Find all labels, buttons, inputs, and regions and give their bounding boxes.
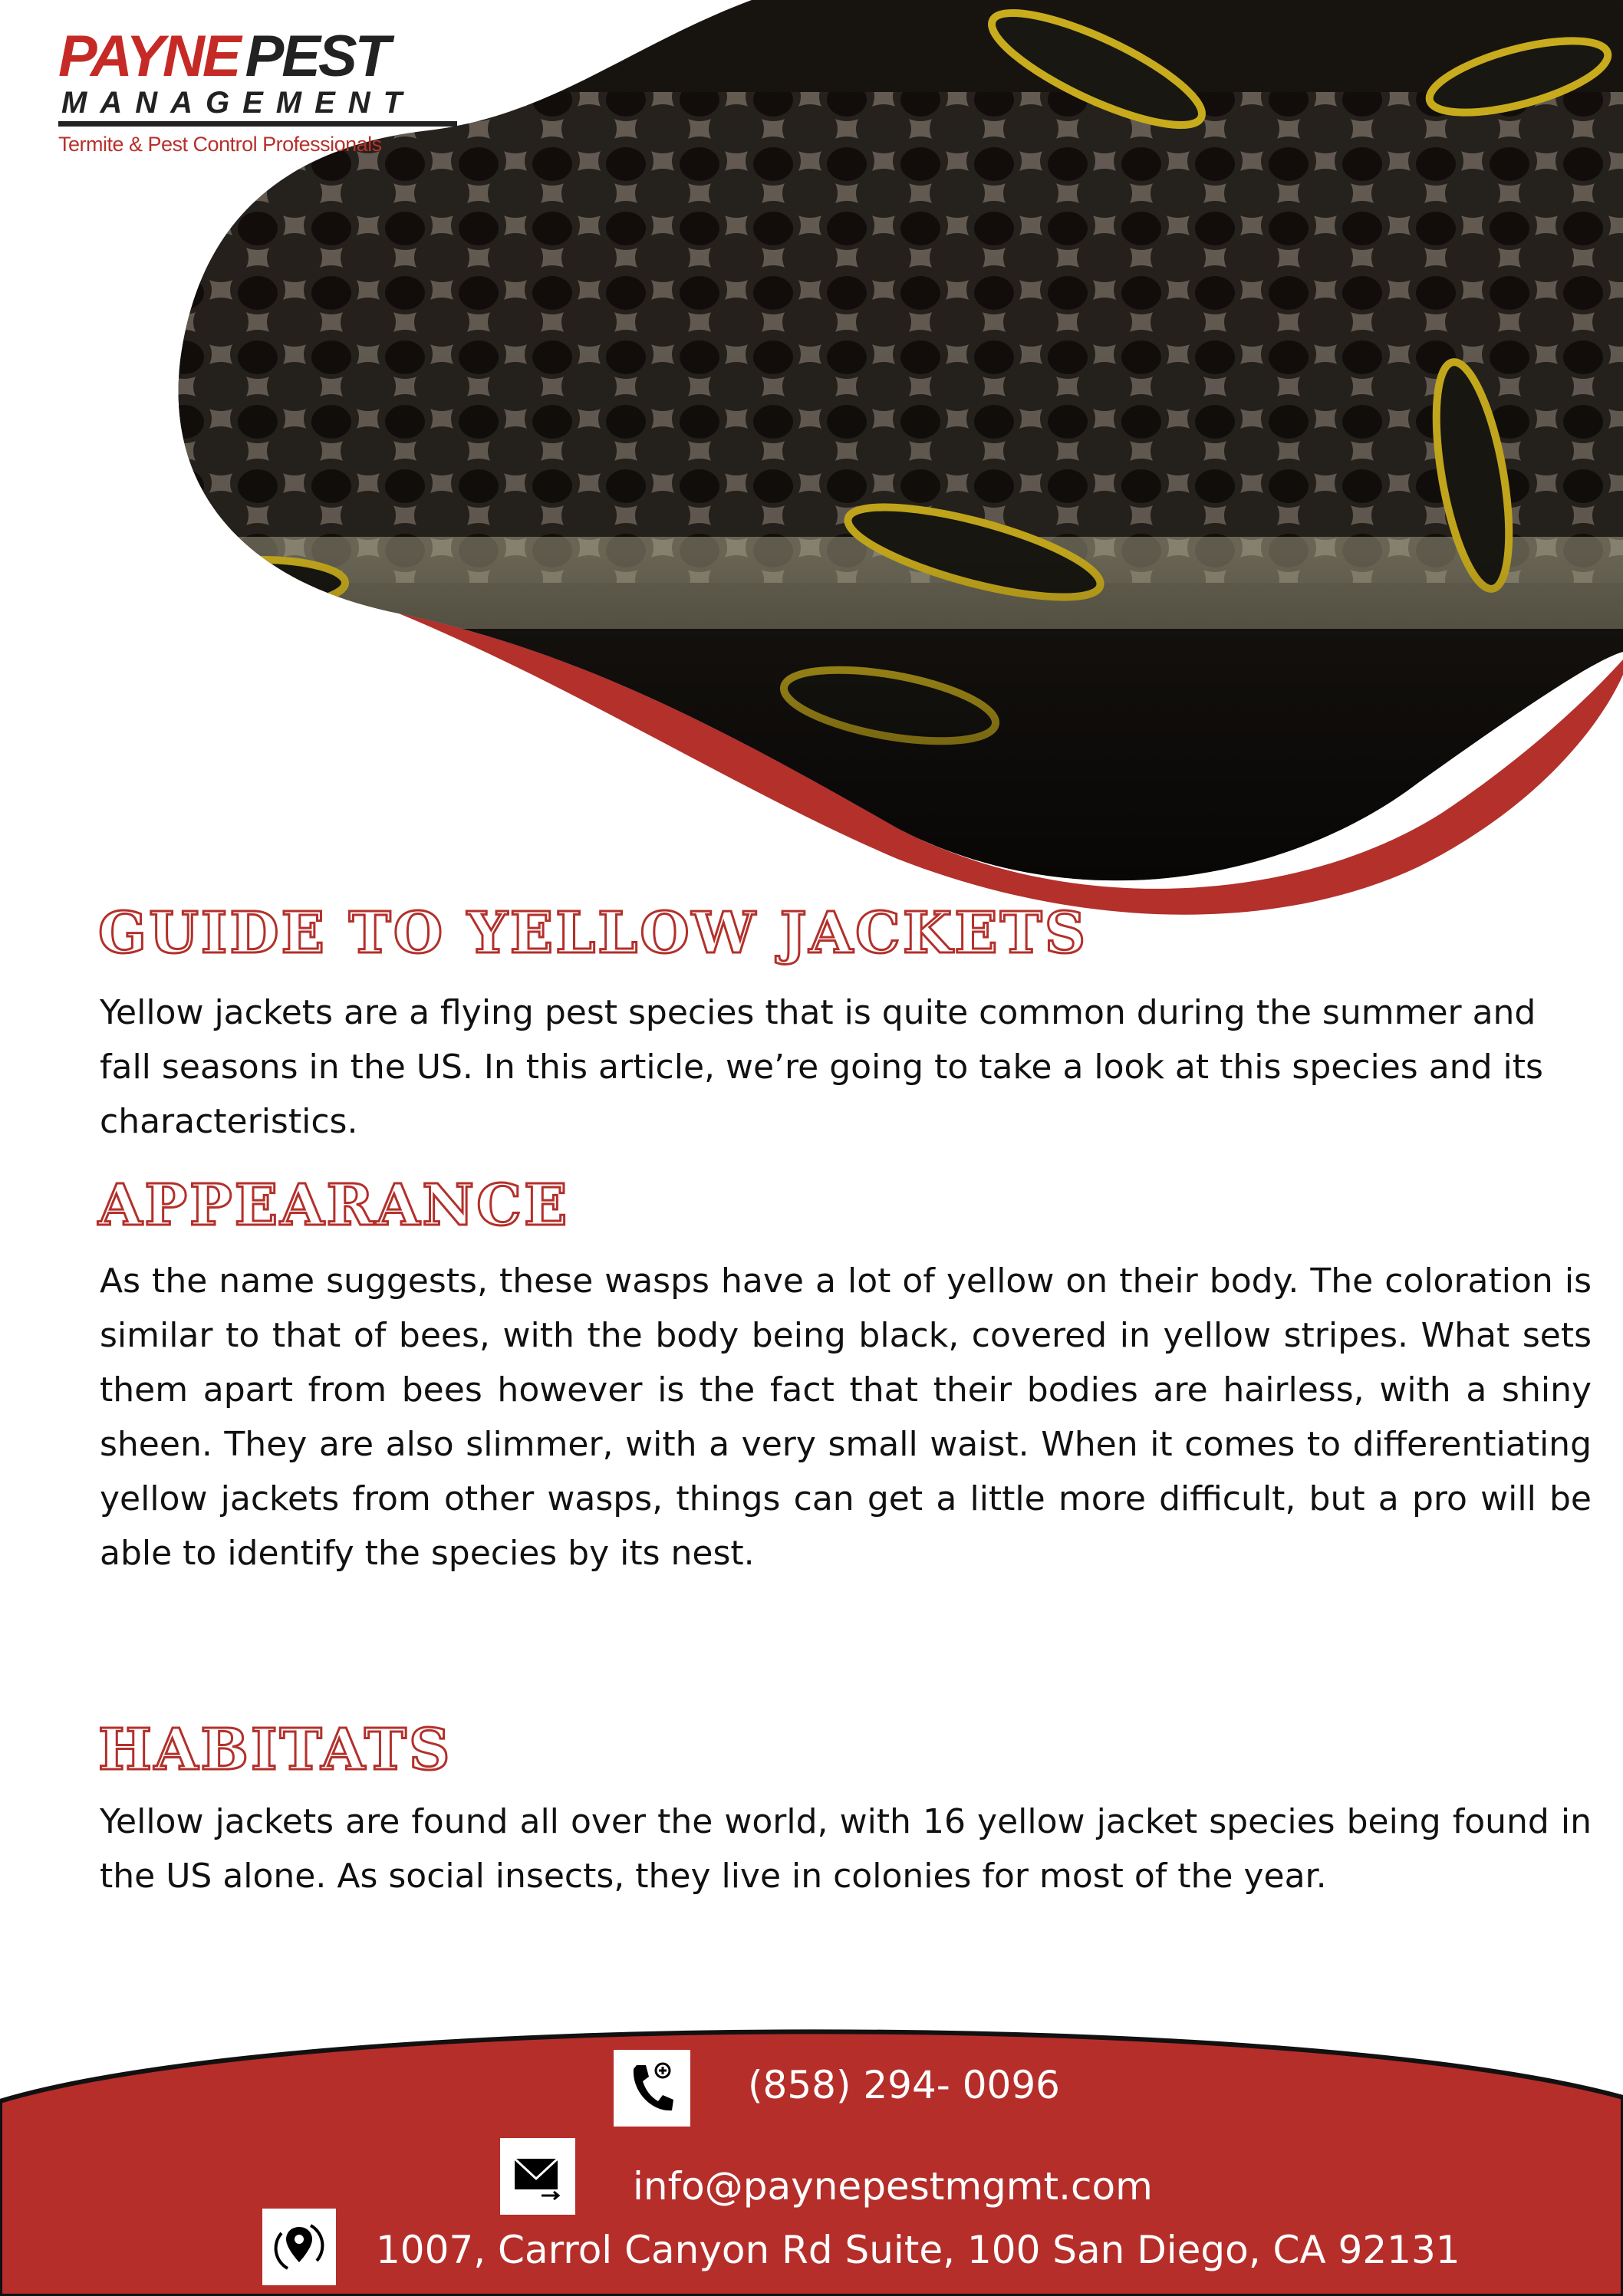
email-icon <box>500 2138 575 2215</box>
logo-divider <box>58 121 457 127</box>
phone-number-link[interactable]: (858) 294- 0096 <box>748 2063 1060 2107</box>
logo-word-payne: PAYNE <box>58 24 239 89</box>
section-heading-habitats: HABITATS <box>98 1717 453 1783</box>
appearance-paragraph: As the name suggests, these wasps have a lot of yellow on their body. The coloration is similar to that of bees, with the body being black, covered in yellow stripes. What sets them apart from bees however is the fact that their bodies are hairless, with a shiny sheen. They are also slimmer, with a very small waist. When it comes to differentiating yellow jackets from other wasps, things can get a little more difficult, but a pro will be able to identify the species by its nest. <box>100 1261 1592 1573</box>
intro-paragraph: Yellow jackets are a flying pest species that is quite common during the summer and fall seasons in the US. In this article, we’re going to take a look at this species and its characteristics. <box>100 993 1543 1141</box>
location-icon <box>262 2209 336 2285</box>
email-link[interactable]: info@paynepestmgmt.com <box>633 2164 1153 2209</box>
habitats-paragraph: Yellow jackets are found all over the world, with 16 yellow jacket species being found in the US alone. As social insects, they live in colonies for most of the year. <box>100 1802 1592 1896</box>
section-heading-appearance: APPEARANCE <box>98 1173 570 1238</box>
page-title: GUIDE TO YELLOW JACKETS <box>98 900 1088 966</box>
address-link[interactable]: 1007, Carrol Canyon Rd Suite, 100 San Diego, CA 92131 <box>376 2228 1460 2272</box>
logo-tagline: Termite & Pest Control Professionals <box>58 133 382 156</box>
company-logo <box>58 24 465 156</box>
phone-icon <box>614 2050 690 2127</box>
logo-word-pest: PEST <box>245 24 389 89</box>
logo-word-management: MANAGEMENT <box>61 86 416 120</box>
